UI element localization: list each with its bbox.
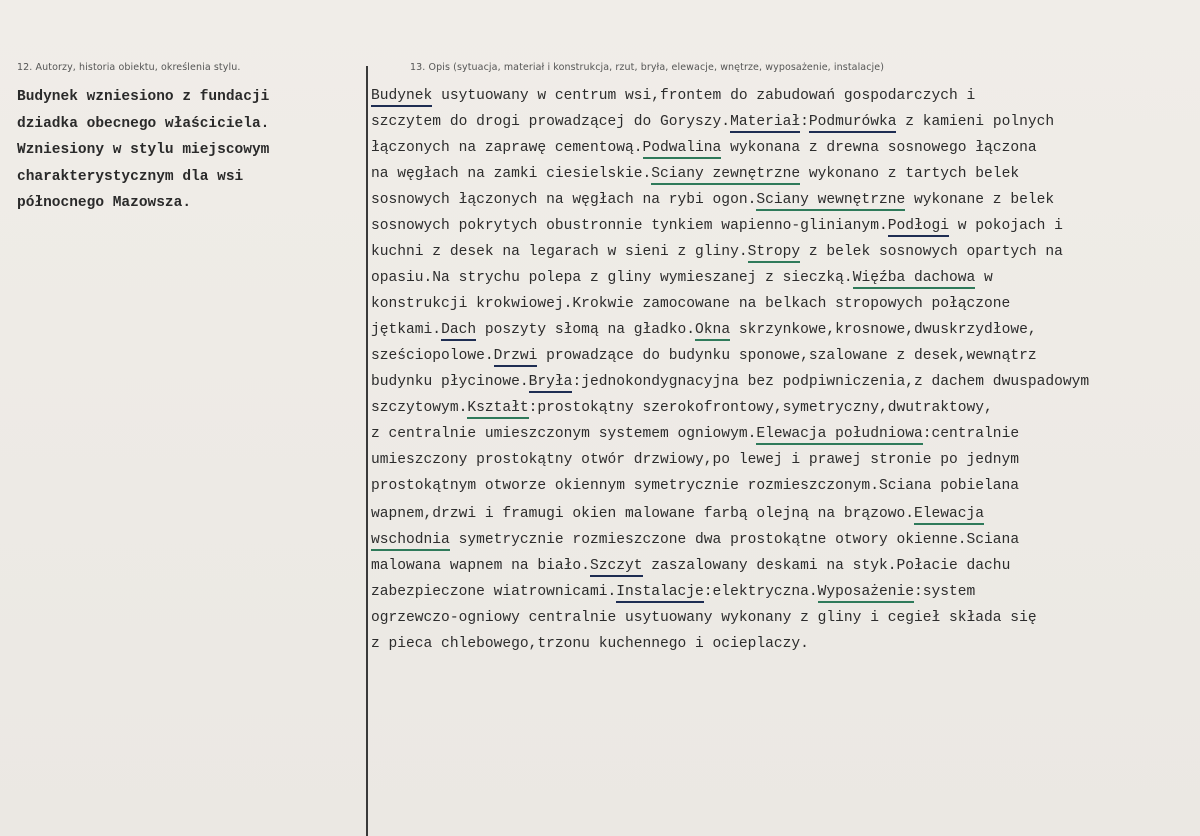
text-line: Wzniesiony w stylu miejscowym bbox=[17, 142, 270, 158]
text-span: prowadzące do budynku sponowe,szalowane z desek,wewnątrz bbox=[537, 348, 1037, 364]
text-span: sosnowych łączonych na węgłach na rybi ogon. bbox=[371, 192, 757, 208]
text-line bbox=[371, 162, 1196, 186]
text-span: prostokątnym otworze okiennym symetrycznie rozmieszczonym.Sciana pobielana bbox=[371, 478, 1020, 494]
text-line bbox=[371, 214, 1196, 238]
text-line bbox=[371, 370, 1196, 394]
text-span: wykonana z drewna sosnowego łączona bbox=[721, 140, 1037, 156]
text-line bbox=[371, 528, 1196, 552]
text-span: wapnem,drzwi i framugi okien malowane farbą olejną na brązowo. bbox=[371, 506, 914, 522]
text-span: konstrukcji krokwiowej.Krokwie zamocowane na belkach stropowych połączone bbox=[371, 296, 1011, 312]
text-line bbox=[371, 344, 1196, 368]
text-span: :system bbox=[914, 584, 976, 600]
underlined-term: Elewacja bbox=[914, 506, 984, 525]
text-span: kuchni z desek na legarach w sieni z gliny. bbox=[371, 244, 748, 260]
text-span: z kamieni polnych bbox=[896, 114, 1055, 130]
text-span: :centralnie bbox=[922, 426, 1020, 442]
text-span: symetrycznie rozmieszczone dwa prostokątne otwory okienne.Sciana bbox=[449, 532, 1020, 548]
text-span: poszyty słomą na gładko. bbox=[476, 322, 696, 338]
text-line bbox=[371, 422, 1196, 446]
text-span: umieszczony prostokątny otwór drzwiowy,po lewej i prawej stronie po jednym bbox=[371, 452, 1020, 468]
underlined-term: Okna bbox=[695, 322, 730, 341]
text-span: z centralnie umieszczonym systemem ogniowym. bbox=[371, 426, 757, 442]
text-span: wykonane z belek bbox=[905, 192, 1055, 208]
column-divider bbox=[366, 66, 368, 836]
field-label-12: 12. Autorzy, historia obiektu, określenia stylu. bbox=[17, 62, 241, 73]
text-line bbox=[371, 632, 1196, 656]
underlined-term: Podłogi bbox=[888, 218, 949, 237]
text-span: opasiu.Na strychu polepa z gliny wymieszanej z sieczką. bbox=[371, 270, 853, 286]
text-span: skrzynkowe,krosnowe,dwuskrzydłowe, bbox=[730, 322, 1037, 338]
underlined-term: Podmurówka bbox=[809, 114, 897, 133]
text-span: sosnowych pokrytych obustronnie tynkiem wapienno-glinianym. bbox=[371, 218, 888, 234]
text-span: na węgłach na zamki ciesielskie. bbox=[371, 166, 652, 182]
description-text bbox=[371, 84, 1196, 658]
underlined-term: Szczyt bbox=[590, 558, 643, 577]
text-line: Budynek wzniesiono z fundacji bbox=[17, 89, 270, 105]
underlined-term: Drzwi bbox=[494, 348, 538, 367]
text-line bbox=[371, 606, 1196, 630]
text-span: ogrzewczo-ogniowy centralnie usytuowany wykonany z gliny i cegieł składa się bbox=[371, 610, 1037, 626]
text-line bbox=[371, 292, 1196, 316]
text-line bbox=[371, 84, 1196, 108]
text-span: zaszalowany deskami na styk.Połacie dachu bbox=[642, 558, 1011, 574]
underlined-term: Więźba dachowa bbox=[853, 270, 976, 289]
text-span: szczytem do drogi prowadzącej do Goryszy. bbox=[371, 114, 731, 130]
text-line bbox=[371, 188, 1196, 212]
text-span: :elektryczna. bbox=[703, 584, 818, 600]
text-span: wykonano z tartych belek bbox=[800, 166, 1020, 182]
underlined-term: Sciany wewnętrzne bbox=[756, 192, 905, 211]
underlined-term: Podwalina bbox=[643, 140, 722, 159]
text-span: :jednokondygnacyjna bez podpiwniczenia,z dachem dwuspadowym bbox=[572, 374, 1090, 390]
underlined-term: Dach bbox=[441, 322, 476, 341]
text-span: malowana wapnem na biało. bbox=[371, 558, 590, 574]
text-span: usytuowany w centrum wsi,frontem do zabudowań gospodarczych i bbox=[432, 88, 976, 104]
text-span: budynku płycinowe. bbox=[371, 374, 529, 390]
text-span: w pokojach i bbox=[949, 218, 1063, 234]
underlined-term: Bryła bbox=[529, 374, 573, 393]
text-line: północnego Mazowsza. bbox=[17, 195, 192, 211]
underlined-term: Kształt bbox=[467, 400, 528, 419]
text-line bbox=[371, 266, 1196, 290]
text-span: :prostokątny szerokofrontowy,symetryczny,dwutraktowy, bbox=[528, 400, 993, 416]
history-text bbox=[17, 84, 347, 217]
text-span: z belek sosnowych opartych na bbox=[800, 244, 1063, 260]
text-line bbox=[371, 580, 1196, 604]
underlined-term: Materiał bbox=[730, 114, 800, 133]
text-span: łączonych na zaprawę cementową. bbox=[371, 140, 643, 156]
underlined-term: Instalacje bbox=[616, 584, 704, 603]
text-span: w bbox=[975, 270, 993, 286]
text-line bbox=[371, 318, 1196, 342]
text-line bbox=[371, 136, 1196, 160]
underlined-term: Budynek bbox=[371, 88, 432, 107]
text-span: jętkami. bbox=[371, 322, 442, 338]
text-line bbox=[371, 448, 1196, 472]
text-line bbox=[371, 554, 1196, 578]
underlined-term: Stropy bbox=[748, 244, 801, 263]
underlined-term: wschodnia bbox=[371, 532, 450, 551]
text-span: sześciopolowe. bbox=[371, 348, 494, 364]
text-line bbox=[371, 110, 1196, 134]
text-line bbox=[371, 396, 1196, 420]
text-line bbox=[371, 474, 1196, 498]
text-span: szczytowym. bbox=[371, 400, 468, 416]
underlined-term: Wyposażenie bbox=[818, 584, 914, 603]
underlined-term: Elewacja południowa bbox=[756, 426, 922, 445]
text-span: z pieca chlebowego,trzonu kuchennego i ocieplaczy. bbox=[371, 636, 809, 652]
text-span: zabezpieczone wiatrownicami. bbox=[371, 584, 617, 600]
text-line: charakterystycznym dla wsi bbox=[17, 168, 244, 185]
text-line bbox=[371, 502, 1196, 526]
text-span: : bbox=[800, 114, 809, 130]
text-line: dziadka obecnego właściciela. bbox=[17, 115, 270, 132]
field-label-13: 13. Opis (sytuacja, materiał i konstrukcja, rzut, bryła, elewacje, wnętrze, wyposażenie, instalacje) bbox=[410, 62, 885, 73]
underlined-term: Sciany zewnętrzne bbox=[651, 166, 800, 185]
text-line bbox=[371, 240, 1196, 264]
